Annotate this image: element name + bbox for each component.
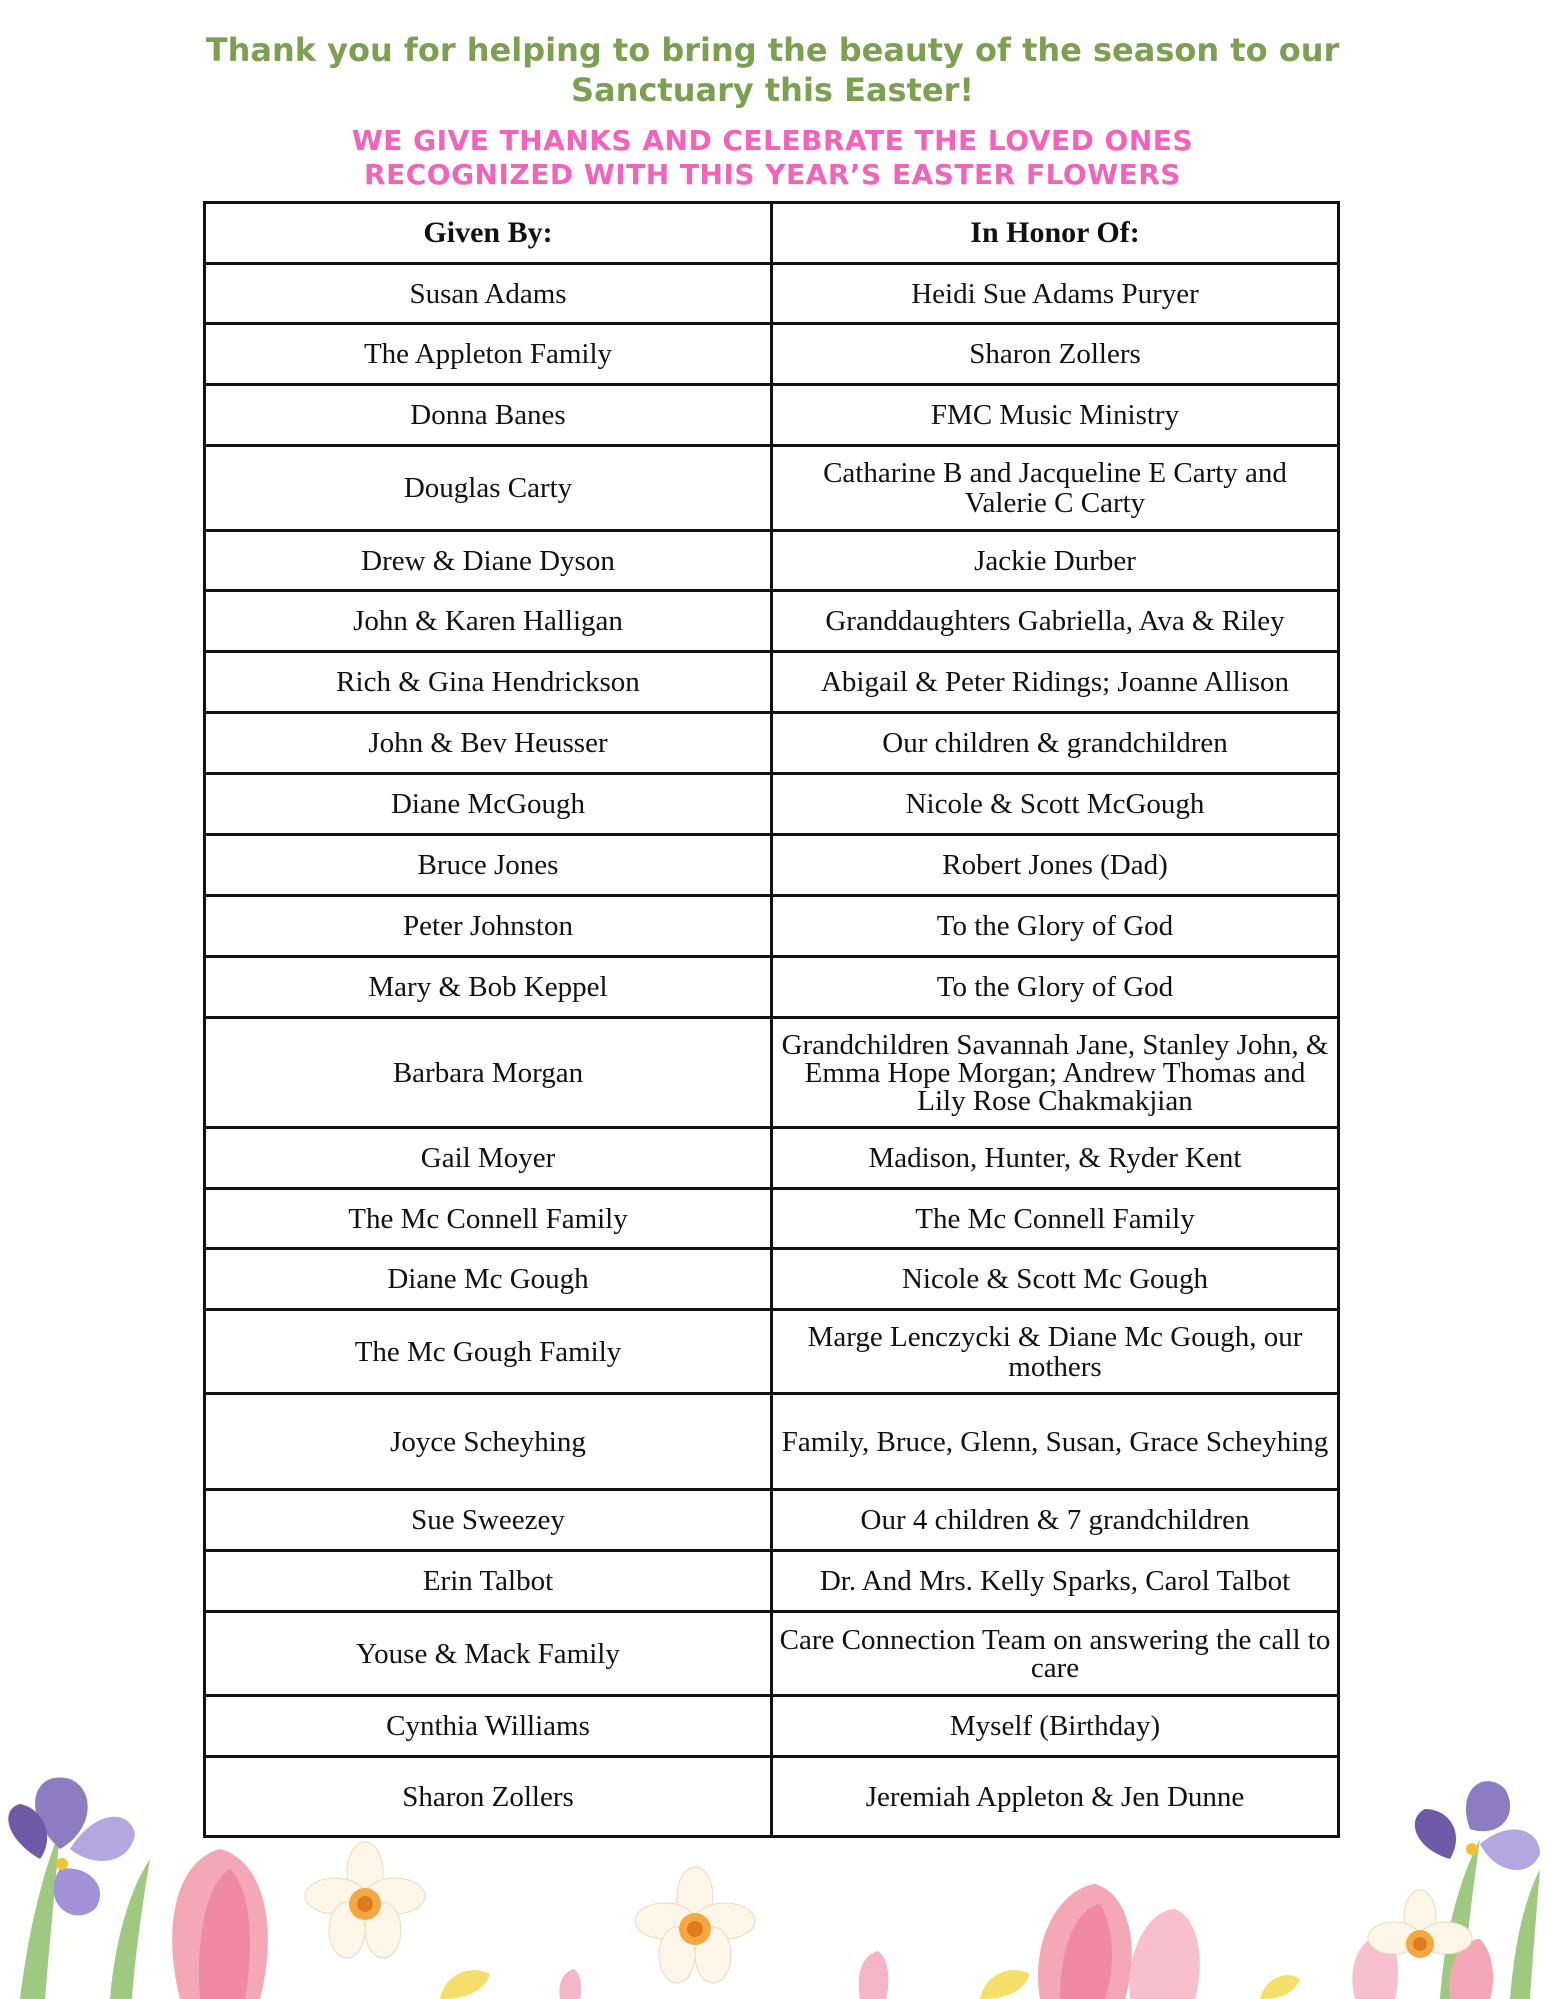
given-by-cell: Sharon Zollers (205, 1757, 772, 1837)
daffodil-icon (305, 1842, 1472, 1983)
in-honor-of-cell: Grandchildren Savannah Jane, Stanley John, & Emma Hope Morgan; Andrew Thomas and Lily Rose Chakmakjian (772, 1018, 1339, 1128)
given-by-cell: Erin Talbot (205, 1551, 772, 1612)
table-row (205, 1696, 1339, 1757)
in-honor-of-cell: Family, Bruce, Glenn, Susan, Grace Scheyhing (772, 1394, 1339, 1490)
table-row (205, 1249, 1339, 1310)
in-honor-of-cell: Catharine B and Jacqueline E Carty and Valerie C Carty (772, 446, 1339, 531)
table-row (205, 713, 1339, 774)
table-row (205, 774, 1339, 835)
table-row (205, 1490, 1339, 1551)
subtitle-line-1: WE GIVE THANKS AND CELEBRATE THE LOVED ONES (351, 124, 1194, 157)
given-by-cell: Sue Sweezey (205, 1490, 772, 1551)
header-in-honor-of: In Honor Of: (772, 203, 1339, 264)
given-by-cell: Cynthia Williams (205, 1696, 772, 1757)
crocus-icon (8, 1777, 135, 1915)
given-by-cell: Youse & Mack Family (205, 1612, 772, 1696)
table-row (205, 957, 1339, 1018)
given-by-cell: Drew & Diane Dyson (205, 531, 772, 591)
given-by-cell: Bruce Jones (205, 835, 772, 896)
given-by-cell: John & Karen Halligan (205, 591, 772, 652)
given-by-cell: John & Bev Heusser (205, 713, 772, 774)
table-row (205, 1612, 1339, 1696)
in-honor-of-cell: Jeremiah Appleton & Jen Dunne (772, 1757, 1339, 1837)
table-row (205, 324, 1339, 385)
table-row (205, 531, 1339, 591)
given-by-cell: The Mc Gough Family (205, 1310, 772, 1394)
in-honor-of-cell: To the Glory of God (772, 896, 1339, 957)
given-by-cell: Barbara Morgan (205, 1018, 772, 1128)
table-row (205, 835, 1339, 896)
table-row (205, 1394, 1339, 1490)
table-row (205, 264, 1339, 324)
page-title (0, 30, 1545, 110)
in-honor-of-cell: Nicole & Scott McGough (772, 774, 1339, 835)
subtitle-line-2: RECOGNIZED WITH THIS YEAR’S EASTER FLOWERS (364, 158, 1181, 191)
table-row (205, 1128, 1339, 1189)
in-honor-of-cell: Care Connection Team on answering the call to care (772, 1612, 1339, 1696)
in-honor-of-cell: FMC Music Ministry (772, 385, 1339, 446)
page-subtitle (0, 124, 1545, 192)
title-line-2: Sanctuary this Easter! (571, 71, 974, 109)
in-honor-of-cell: Abigail & Peter Ridings; Joanne Allison (772, 652, 1339, 713)
table-row (205, 446, 1339, 531)
given-by-cell: Susan Adams (205, 264, 772, 324)
given-by-cell: Douglas Carty (205, 446, 772, 531)
in-honor-of-cell: Dr. And Mrs. Kelly Sparks, Carol Talbot (772, 1551, 1339, 1612)
table-row (205, 652, 1339, 713)
in-honor-of-cell: To the Glory of God (772, 957, 1339, 1018)
in-honor-of-cell: Our children & grandchildren (772, 713, 1339, 774)
given-by-cell: The Appleton Family (205, 324, 772, 385)
flower-border-illustration (0, 1769, 1545, 1999)
table-header-row (205, 203, 1339, 264)
in-honor-of-cell: Madison, Hunter, & Ryder Kent (772, 1128, 1339, 1189)
in-honor-of-cell: Heidi Sue Adams Puryer (772, 264, 1339, 324)
given-by-cell: Joyce Scheyhing (205, 1394, 772, 1490)
table-row (205, 385, 1339, 446)
table-row (205, 896, 1339, 957)
in-honor-of-cell: Granddaughters Gabriella, Ava & Riley (772, 591, 1339, 652)
table-row (205, 1310, 1339, 1394)
given-by-cell: Gail Moyer (205, 1128, 772, 1189)
given-by-cell: Rich & Gina Hendrickson (205, 652, 772, 713)
header-given-by: Given By: (205, 203, 772, 264)
in-honor-of-cell: Myself (Birthday) (772, 1696, 1339, 1757)
given-by-cell: Mary & Bob Keppel (205, 957, 772, 1018)
in-honor-of-cell: Our 4 children & 7 grandchildren (772, 1490, 1339, 1551)
given-by-cell: Peter Johnston (205, 896, 772, 957)
in-honor-of-cell: Nicole & Scott Mc Gough (772, 1249, 1339, 1310)
table-row (205, 1189, 1339, 1249)
honors-table (203, 201, 1340, 1838)
given-by-cell: Diane Mc Gough (205, 1249, 772, 1310)
in-honor-of-cell: Robert Jones (Dad) (772, 835, 1339, 896)
title-line-1: Thank you for helping to bring the beauty of the season to our (205, 31, 1340, 69)
table-row (205, 1018, 1339, 1128)
given-by-cell: Diane McGough (205, 774, 772, 835)
table-row (205, 1551, 1339, 1612)
in-honor-of-cell: Jackie Durber (772, 531, 1339, 591)
given-by-cell: Donna Banes (205, 385, 772, 446)
in-honor-of-cell: The Mc Connell Family (772, 1189, 1339, 1249)
given-by-cell: The Mc Connell Family (205, 1189, 772, 1249)
in-honor-of-cell: Sharon Zollers (772, 324, 1339, 385)
table-row (205, 591, 1339, 652)
in-honor-of-cell: Marge Lenczycki & Diane Mc Gough, our mothers (772, 1310, 1339, 1394)
